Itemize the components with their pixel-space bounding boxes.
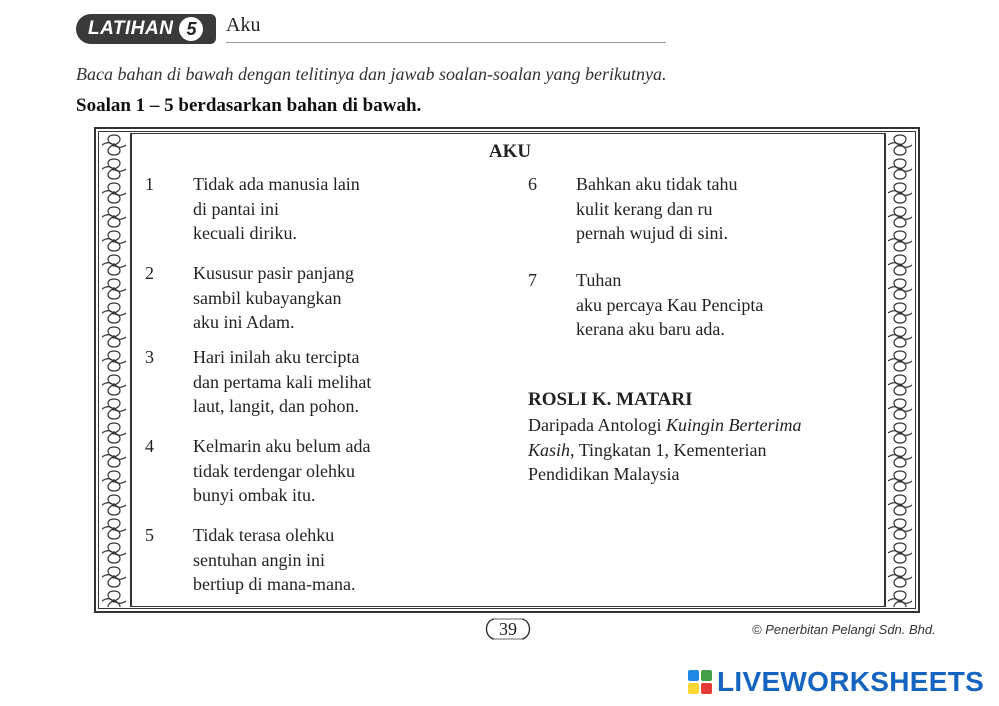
liveworksheets-logo[interactable] xyxy=(688,666,984,698)
stanza-line: aku percaya Kau Pencipta xyxy=(576,294,764,315)
ornamental-border-left xyxy=(100,133,132,607)
stanza-line: bunyi ombak itu. xyxy=(193,485,316,505)
poem-author: ROSLI K. MATARI xyxy=(528,389,693,410)
stanza-line: Kelmarin aku belum ada xyxy=(193,436,371,456)
copyright-text: © Penerbitan Pelangi Sdn. Bhd. xyxy=(752,622,936,637)
stanza-5 xyxy=(193,523,355,597)
latihan-badge xyxy=(76,14,216,44)
poem-source xyxy=(528,413,801,487)
stanza-line: dan pertama kali melihat xyxy=(193,371,372,392)
ornamental-border-right xyxy=(884,133,916,607)
stanza-line: Tidak terasa olehku xyxy=(193,525,335,545)
stanza-line: sambil kubayangkan xyxy=(193,287,342,308)
stanza-6 xyxy=(576,172,737,246)
stanza-2 xyxy=(193,261,354,335)
stanza-line: Bahkan aku tidak tahu xyxy=(576,174,738,194)
stanza-number: 2 xyxy=(145,263,154,283)
stanza-line: Tuhan xyxy=(576,270,622,290)
source-title-part-2: Kasih xyxy=(528,439,571,460)
stanza-number: 4 xyxy=(145,436,154,456)
stanza-line: di pantai ini xyxy=(193,198,279,219)
stanza-line: tidak terdengar olehku xyxy=(193,460,355,481)
stanza-line: laut, langit, dan pohon. xyxy=(193,396,359,416)
stanza-7 xyxy=(576,268,763,342)
liveworksheets-grid-icon xyxy=(688,670,712,694)
stanza-3 xyxy=(193,345,371,419)
stanza-number: 7 xyxy=(528,270,537,290)
page-number: 39 xyxy=(499,619,517,639)
title-underline xyxy=(226,42,666,43)
stanza-line: kerana aku baru ada. xyxy=(576,319,725,339)
brand-name: LIVEWORKSHEETS xyxy=(717,666,985,697)
stanza-line: Hari inilah aku tercipta xyxy=(193,347,360,367)
stanza-4 xyxy=(193,434,370,508)
stanza-line: sentuhan angin ini xyxy=(193,549,325,570)
badge-number: 5 xyxy=(179,17,203,41)
source-prefix: Daripada Antologi xyxy=(528,415,666,435)
source-publisher: Pendidikan Malaysia xyxy=(528,464,680,484)
stanza-line: Kususur pasir panjang xyxy=(193,263,354,283)
stanza-number: 1 xyxy=(145,174,154,194)
stanza-line: Tidak ada manusia lain xyxy=(193,174,360,194)
stanza-line: aku ini Adam. xyxy=(193,312,295,332)
badge-word: LATIHAN xyxy=(88,18,174,39)
source-details: , Tingkatan 1, Kementerian xyxy=(570,439,767,460)
stanza-number: 6 xyxy=(528,174,537,194)
stanza-1 xyxy=(193,172,360,246)
stanza-number: 3 xyxy=(145,347,154,367)
stanza-line: kecuali diriku. xyxy=(193,223,297,243)
question-range: Soalan 1 – 5 berdasarkan bahan di bawah. xyxy=(76,95,422,116)
stanza-number: 5 xyxy=(145,525,154,545)
poem-title: AKU xyxy=(488,141,532,162)
page-title: Aku xyxy=(226,14,261,36)
stanza-line: pernah wujud di sini. xyxy=(576,223,728,243)
stanza-line: bertiup di mana-mana. xyxy=(193,574,356,594)
stanza-line: kulit kerang dan ru xyxy=(576,198,713,219)
source-title-part-1: Kuingin Berterima xyxy=(665,415,802,435)
instruction-text: Baca bahan di bawah dengan telitinya dan jawab soalan-soalan yang berikutnya. xyxy=(76,64,667,84)
